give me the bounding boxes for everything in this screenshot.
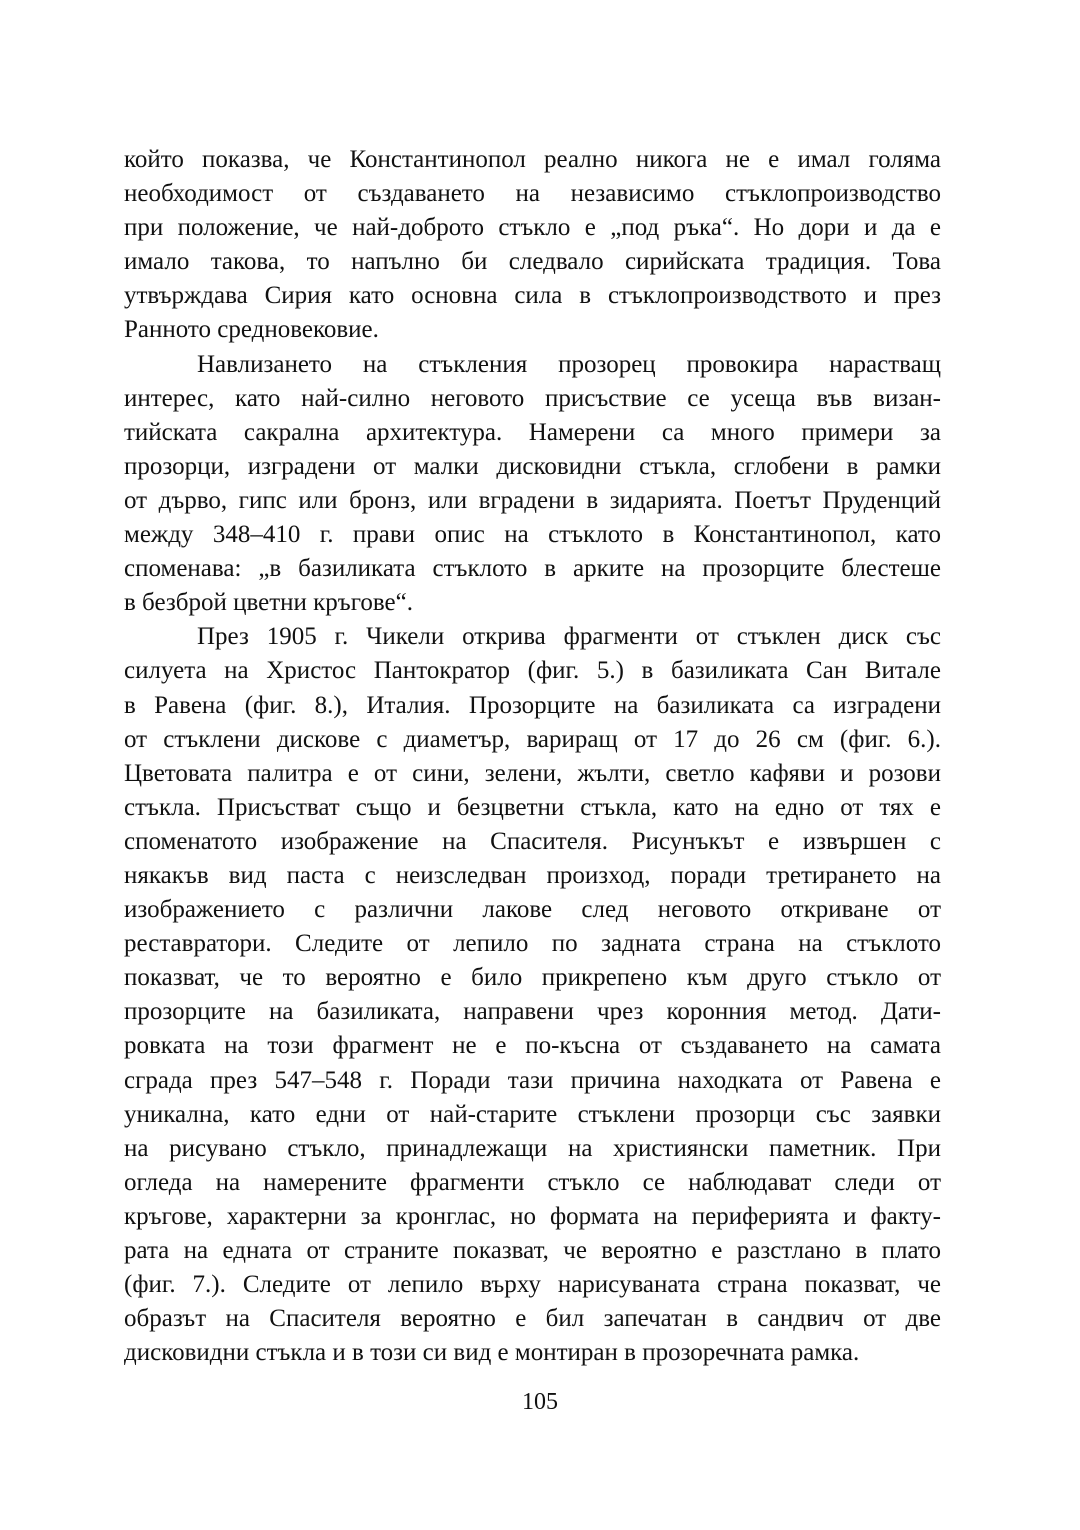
text-line: реставратори. Следите от лепило по задната страна на стъклото — [124, 930, 941, 958]
text-line: сграда през 547–548 г. Поради тази причина находката от Равена е — [124, 1066, 941, 1094]
text-line: (фиг. 7.). Следите от лепило върху нарисуваната страна показват, че — [124, 1271, 941, 1299]
text-line: някакъв вид паста с неизследван произход, поради третирането на — [124, 861, 941, 889]
paragraph — [124, 620, 941, 1370]
text-line: тийската сакрална архитектура. Намерени са много примери за — [124, 418, 941, 446]
text-line: от стъклени дискове с диаметър, вариращ от 17 до 26 см (фиг. 6.). — [124, 725, 941, 753]
paragraph — [124, 143, 941, 348]
text-line: огледа на намерените фрагменти стъкло се наблюдават следи от — [124, 1168, 941, 1196]
text-line: образът на Спасителя вероятно е бил запечатан в сандвич от две — [124, 1305, 941, 1333]
text-line: интерес, като най-силно неговото присъствие се усеща във визан- — [124, 384, 941, 412]
text-line: който показва, че Константинопол реално никога не е имал голяма — [124, 146, 941, 173]
text-line: споменатото изображение на Спасителя. Рисунъкът е извършен с — [124, 827, 941, 855]
text-line: ровката на този фрагмент не е по-късна от създаването на самата — [124, 1032, 941, 1060]
text-line: утвърждава Сирия като основна сила в стъклопроизводството и през — [124, 282, 941, 310]
text-line: дисковидни стъкла и в този си вид е монтиран в прозоречната рамка. — [124, 1339, 860, 1367]
text-line: Цветовата палитра е от сини, зелени, жълти, светло кафяви и розови — [124, 759, 941, 787]
text-line: от дърво, гипс или бронз, или вградени в зидарията. Поетът Пруденций — [124, 486, 941, 514]
text-line: показват, че то вероятно е било прикрепено към друго стъкло от — [124, 964, 941, 992]
text-line: През 1905 г. Чикели открива фрагменти от стъклен диск със — [197, 623, 941, 651]
text-line: стъкла. Присъстват също и безцветни стъкла, като на едно от тях е — [124, 793, 941, 821]
text-line: в Равена (фиг. 8.), Италия. Прозорците на базиликата са изградени — [124, 691, 941, 719]
page-number: 105 — [522, 1389, 558, 1415]
text-line: кръгове, характерни за кронглас, но формата на периферията и факту- — [124, 1202, 941, 1230]
text-line: силуета на Христос Пантократор (фиг. 5.) в базиликата Сан Витале — [124, 657, 941, 685]
text-line: на рисувано стъкло, принадлежащи на християнски паметник. При — [124, 1134, 941, 1162]
text-line: Навлизането на стъкления прозорец провокира нарастващ — [197, 350, 941, 378]
text-line: необходимост от създаването на независимо стъклопроизводство — [124, 180, 941, 208]
text-line: изображението с различни лакове след неговото откриване от — [124, 896, 941, 924]
text-line: прозорци, изградени от малки дисковидни стъкла, сглобени в рамки — [124, 452, 941, 480]
text-line: прозорците на базиликата, направени чрез коронния метод. Дати- — [124, 998, 941, 1026]
text-line: при положение, че най-доброто стъкло е „под ръка“. Но дори и да е — [124, 214, 941, 242]
text-line: рата на едната от страните показват, че вероятно е разстлано в плато — [124, 1237, 941, 1264]
text-line: имало такова, то напълно би следвало сирийската традиция. Това — [124, 248, 941, 276]
text-line: споменава: „в базиликата стъклото в арките на прозорците блестеше — [124, 555, 941, 583]
text-line: Ранното средновековие. — [124, 316, 379, 344]
body-text — [124, 143, 941, 1370]
text-line: в безброй цветни кръгове“. — [124, 589, 413, 617]
text-line: между 348–410 г. прави опис на стъклото в Константинопол, като — [124, 521, 941, 549]
paragraph — [124, 348, 941, 621]
text-line: уникална, като едни от най-старите стъклени прозорци със заявки — [124, 1100, 941, 1128]
